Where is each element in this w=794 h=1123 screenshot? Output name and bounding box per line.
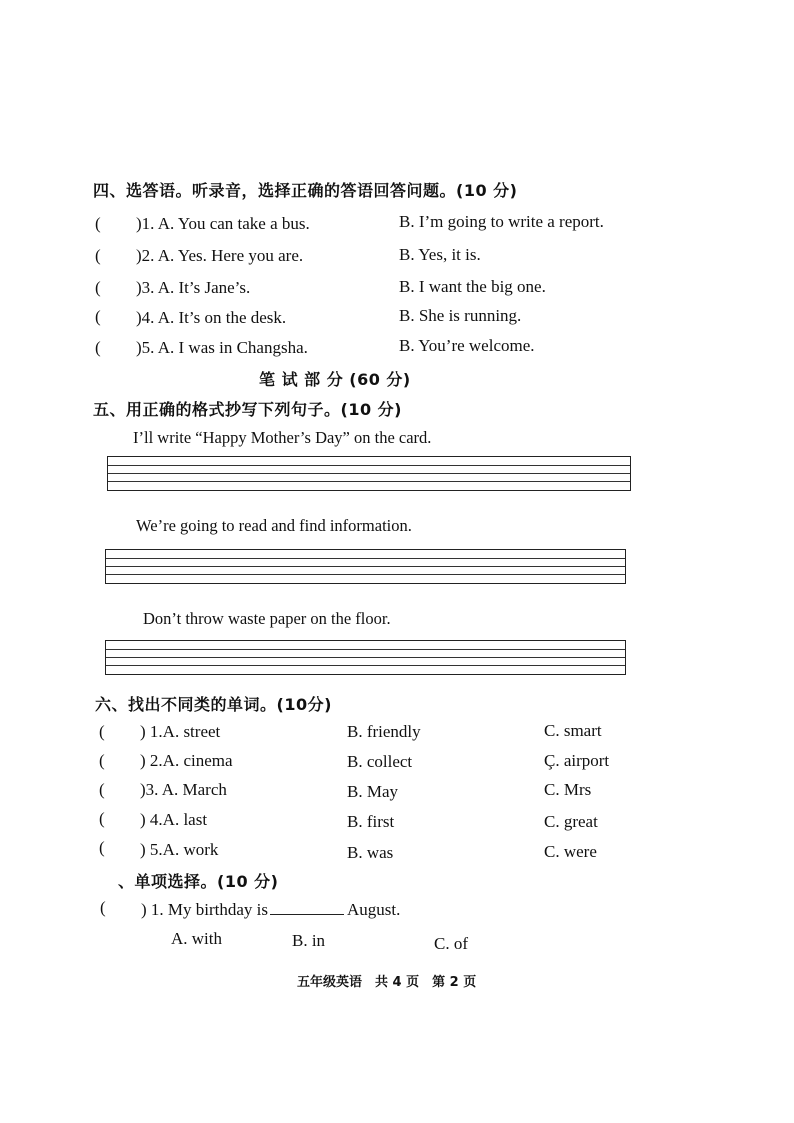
s4-q5-option-b: B. You’re welcome. bbox=[399, 336, 535, 355]
fill-blank[interactable] bbox=[270, 900, 344, 915]
answer-paren-6-1[interactable]: ( bbox=[99, 722, 105, 741]
answer-paren-6-4[interactable]: ( bbox=[99, 809, 105, 828]
s6-q2-option-a: ) 2.A. cinema bbox=[140, 751, 233, 770]
s7-q1-stem-after: August. bbox=[347, 900, 401, 919]
s7-q1-option-c: C. of bbox=[434, 934, 468, 953]
s6-q3-option-b: B. May bbox=[347, 782, 398, 801]
writing-line bbox=[106, 566, 625, 567]
writing-line bbox=[108, 473, 630, 474]
copy-sentence-3: Don’t throw waste paper on the floor. bbox=[143, 609, 391, 628]
writing-line bbox=[108, 465, 630, 466]
copy-sentence-1: I’ll write “Happy Mother’s Day” on the card. bbox=[133, 428, 432, 447]
s4-q3-option-b: B. I want the big one. bbox=[399, 277, 546, 296]
section4-heading: 四、选答语。听录音，选择正确的答语回答问题。(10 分) bbox=[93, 181, 518, 200]
s4-q4-option-a: )4. A. It’s on the desk. bbox=[136, 308, 287, 327]
s6-q1-option-c: C. smart bbox=[544, 721, 602, 740]
written-part-title: 笔 试 部 分 (60 分) bbox=[259, 370, 411, 389]
writing-line bbox=[106, 665, 625, 666]
s7-q1-option-b: B. in bbox=[292, 931, 326, 950]
s4-q2-option-b: B. Yes, it is. bbox=[399, 245, 481, 264]
s4-q2-option-a: )2. A. Yes. Here you are. bbox=[136, 246, 304, 265]
writing-lines-1[interactable] bbox=[107, 456, 631, 491]
s6-q1-option-a: ) 1.A. street bbox=[140, 722, 221, 741]
writing-line bbox=[108, 481, 630, 482]
answer-paren-1[interactable]: ( bbox=[95, 214, 101, 233]
s7-q1-stem bbox=[141, 900, 400, 920]
writing-lines-2[interactable] bbox=[105, 549, 626, 584]
page-footer: 五年级英语 共 4 页 第 2 页 bbox=[297, 975, 477, 990]
s6-q5-option-c: C. were bbox=[544, 842, 597, 861]
s4-q1-option-a: )1. A. You can take a bus. bbox=[136, 214, 310, 233]
section6-heading: 六、找出不同类的单词。(10分) bbox=[95, 695, 332, 714]
s6-q4-option-c: C. great bbox=[544, 812, 598, 831]
answer-paren-7-1[interactable]: ( bbox=[100, 898, 106, 917]
s6-q5-option-b: B. was bbox=[347, 843, 394, 862]
answer-paren-4[interactable]: ( bbox=[95, 307, 101, 326]
s6-q1-option-b: B. friendly bbox=[347, 722, 421, 741]
writing-line bbox=[106, 558, 625, 559]
s7-q1-stem-before: ) 1. My birthday is bbox=[141, 900, 269, 919]
s6-q3-option-c: C. Mrs bbox=[544, 780, 592, 799]
s6-q4-option-a: ) 4.A. last bbox=[140, 810, 208, 829]
answer-paren-6-2[interactable]: ( bbox=[99, 751, 105, 770]
s6-q2-option-c: Ç. airport bbox=[544, 751, 610, 770]
section5-heading: 五、用正确的格式抄写下列句子。(10 分) bbox=[93, 400, 402, 419]
answer-paren-6-5[interactable]: ( bbox=[99, 838, 105, 857]
s6-q4-option-b: B. first bbox=[347, 812, 395, 831]
answer-paren-5[interactable]: ( bbox=[95, 338, 101, 357]
s7-q1-option-a: A. with bbox=[171, 929, 222, 948]
s6-q3-option-a: )3. A. March bbox=[140, 780, 227, 799]
copy-sentence-2: We’re going to read and find information. bbox=[136, 516, 412, 535]
s4-q4-option-b: B. She is running. bbox=[399, 306, 522, 325]
s4-q3-option-a: )3. A. It’s Jane’s. bbox=[136, 278, 251, 297]
writing-lines-3[interactable] bbox=[105, 640, 626, 675]
answer-paren-2[interactable]: ( bbox=[95, 246, 101, 265]
s4-q5-option-a: )5. A. I was in Changsha. bbox=[136, 338, 308, 357]
writing-line bbox=[106, 574, 625, 575]
writing-line bbox=[106, 657, 625, 658]
answer-paren-3[interactable]: ( bbox=[95, 278, 101, 297]
writing-line bbox=[106, 649, 625, 650]
s6-q5-option-a: ) 5.A. work bbox=[140, 840, 219, 859]
s6-q2-option-b: B. collect bbox=[347, 752, 413, 771]
section7-heading: 、单项选择。(10 分) bbox=[118, 872, 279, 891]
s4-q1-option-b: B. I’m going to write a report. bbox=[399, 212, 604, 231]
answer-paren-6-3[interactable]: ( bbox=[99, 780, 105, 799]
